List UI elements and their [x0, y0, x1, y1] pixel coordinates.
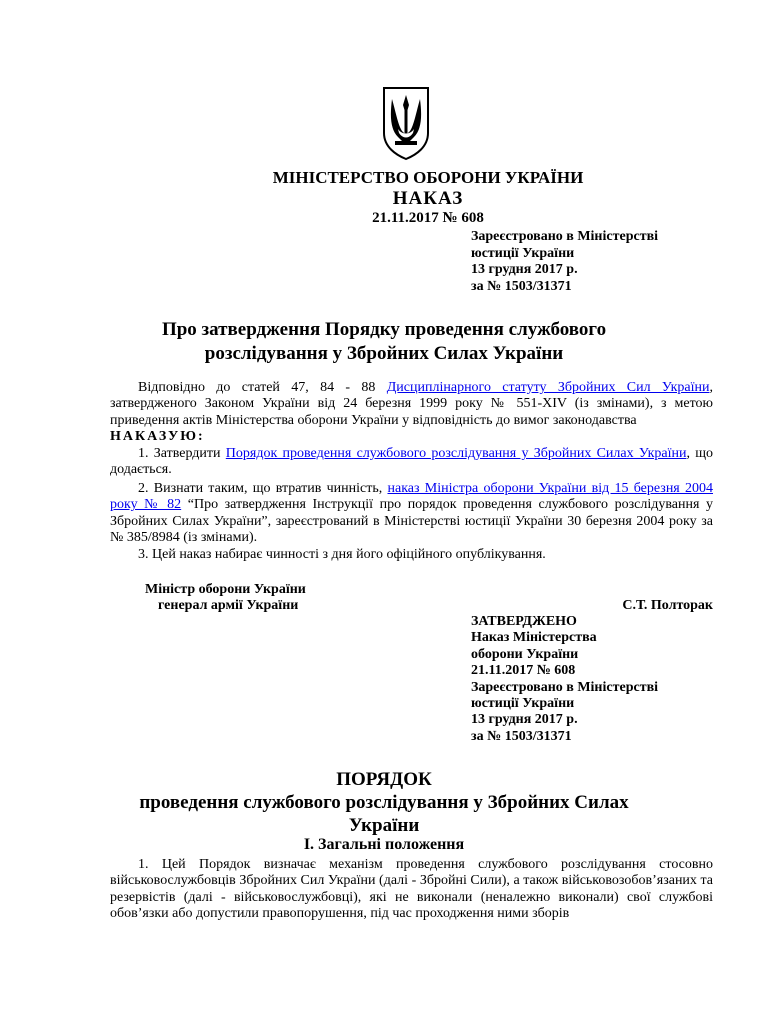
disciplinary-statute-link[interactable]: Дисциплінарного статуту Збройних Сил України — [386, 380, 710, 395]
registration-line: за № 1503/31371 — [471, 278, 572, 294]
document-type: НАКАЗ — [392, 188, 464, 209]
signatory-name: С.Т. Полторак — [622, 598, 713, 613]
approval-line: ЗАТВЕРДЖЕНО — [471, 614, 577, 629]
registration-block — [471, 229, 658, 295]
approval-line: Зареєстровано в Міністерстві — [471, 679, 659, 695]
approval-line: 13 грудня 2017 р. — [471, 712, 578, 728]
procedure-title — [0, 768, 768, 837]
approval-line: за № 1503/31371 — [471, 728, 572, 744]
registration-line: 13 грудня 2017 р. — [471, 262, 578, 277]
trident-coat-of-arms-icon — [380, 85, 432, 161]
order-title-line: розслідування у Збройних Силах України — [204, 343, 564, 364]
order-date-number: 21.11.2017 № 608 — [372, 210, 484, 226]
orders-word: НАКАЗУЮ: — [110, 429, 205, 444]
signature-position: Міністр оборони України генерал армії України — [145, 582, 306, 613]
registration-line: юстиції України — [471, 245, 575, 261]
approval-line: Наказ Міністерства — [471, 630, 597, 646]
procedure-subtitle: проведення службового розслідування у Збройних Силах — [139, 792, 629, 813]
approval-block — [471, 614, 658, 745]
order-item-1: 1. Затвердити Порядок проведення службового розслідування у Збройних Силах України, що додається. — [110, 446, 714, 478]
ministry-name: МІНІСТЕРСТВО ОБОРОНИ УКРАЇНИ — [272, 168, 584, 187]
section-heading: І. Загальні положення — [303, 836, 465, 853]
approval-line: юстиції України — [471, 696, 575, 712]
approval-line: оборони України — [471, 646, 579, 662]
preamble-paragraph: Відповідно до статей 47, 84 - 88 Дисциплінарного статуту Збройних Сил України, затвердженого Законом України від 24 березня 1999 року № 551-XIV (із змінами), з метою приведення актів Міністерства оборони України у відповідність до вимог законодавства — [110, 380, 713, 428]
order-title — [0, 318, 768, 366]
order-item-3: 3. Цей наказ набирає чинності з дня його офіційного опублікування. — [138, 547, 546, 562]
procedure-link[interactable]: Порядок проведення службового розслідування у Збройних Силах України — [225, 446, 687, 461]
procedure-subtitle: України — [348, 815, 420, 836]
registration-line: Зареєстровано в Міністерстві — [471, 229, 659, 244]
order-82-link[interactable]: наказ Міністра оборони України від 15 березня 2004 року № 82 — [110, 481, 713, 513]
order-title-line: Про затвердження Порядку проведення службового — [161, 319, 607, 340]
procedure-heading: ПОРЯДОК — [336, 769, 432, 790]
procedure-paragraph-1: 1. Цей Порядок визначає механізм проведення службового розслідування стосовно військовослужбовців Збройних Сил України (далі - Збройні Сили), а також військовозобов’язаних та резервістів (далі - військовослужбовці), які не виконали (неналежно виконали) свої службові обов’язки або допустили правопорушення, під час проходження ними зборів — [110, 857, 713, 922]
approval-line: 21.11.2017 № 608 — [471, 663, 576, 679]
order-item-2: 2. Визнати таким, що втратив чинність, наказ Міністра оборони України від 15 березня 2004 року № 82 “Про затвердження Інструкції про порядок проведення службового розслідування у Збройних Силах України”, зареєстрований в Міністерстві юстиції України 30 березня 2004 року за № 385/8984 (із змінами). — [110, 481, 713, 546]
